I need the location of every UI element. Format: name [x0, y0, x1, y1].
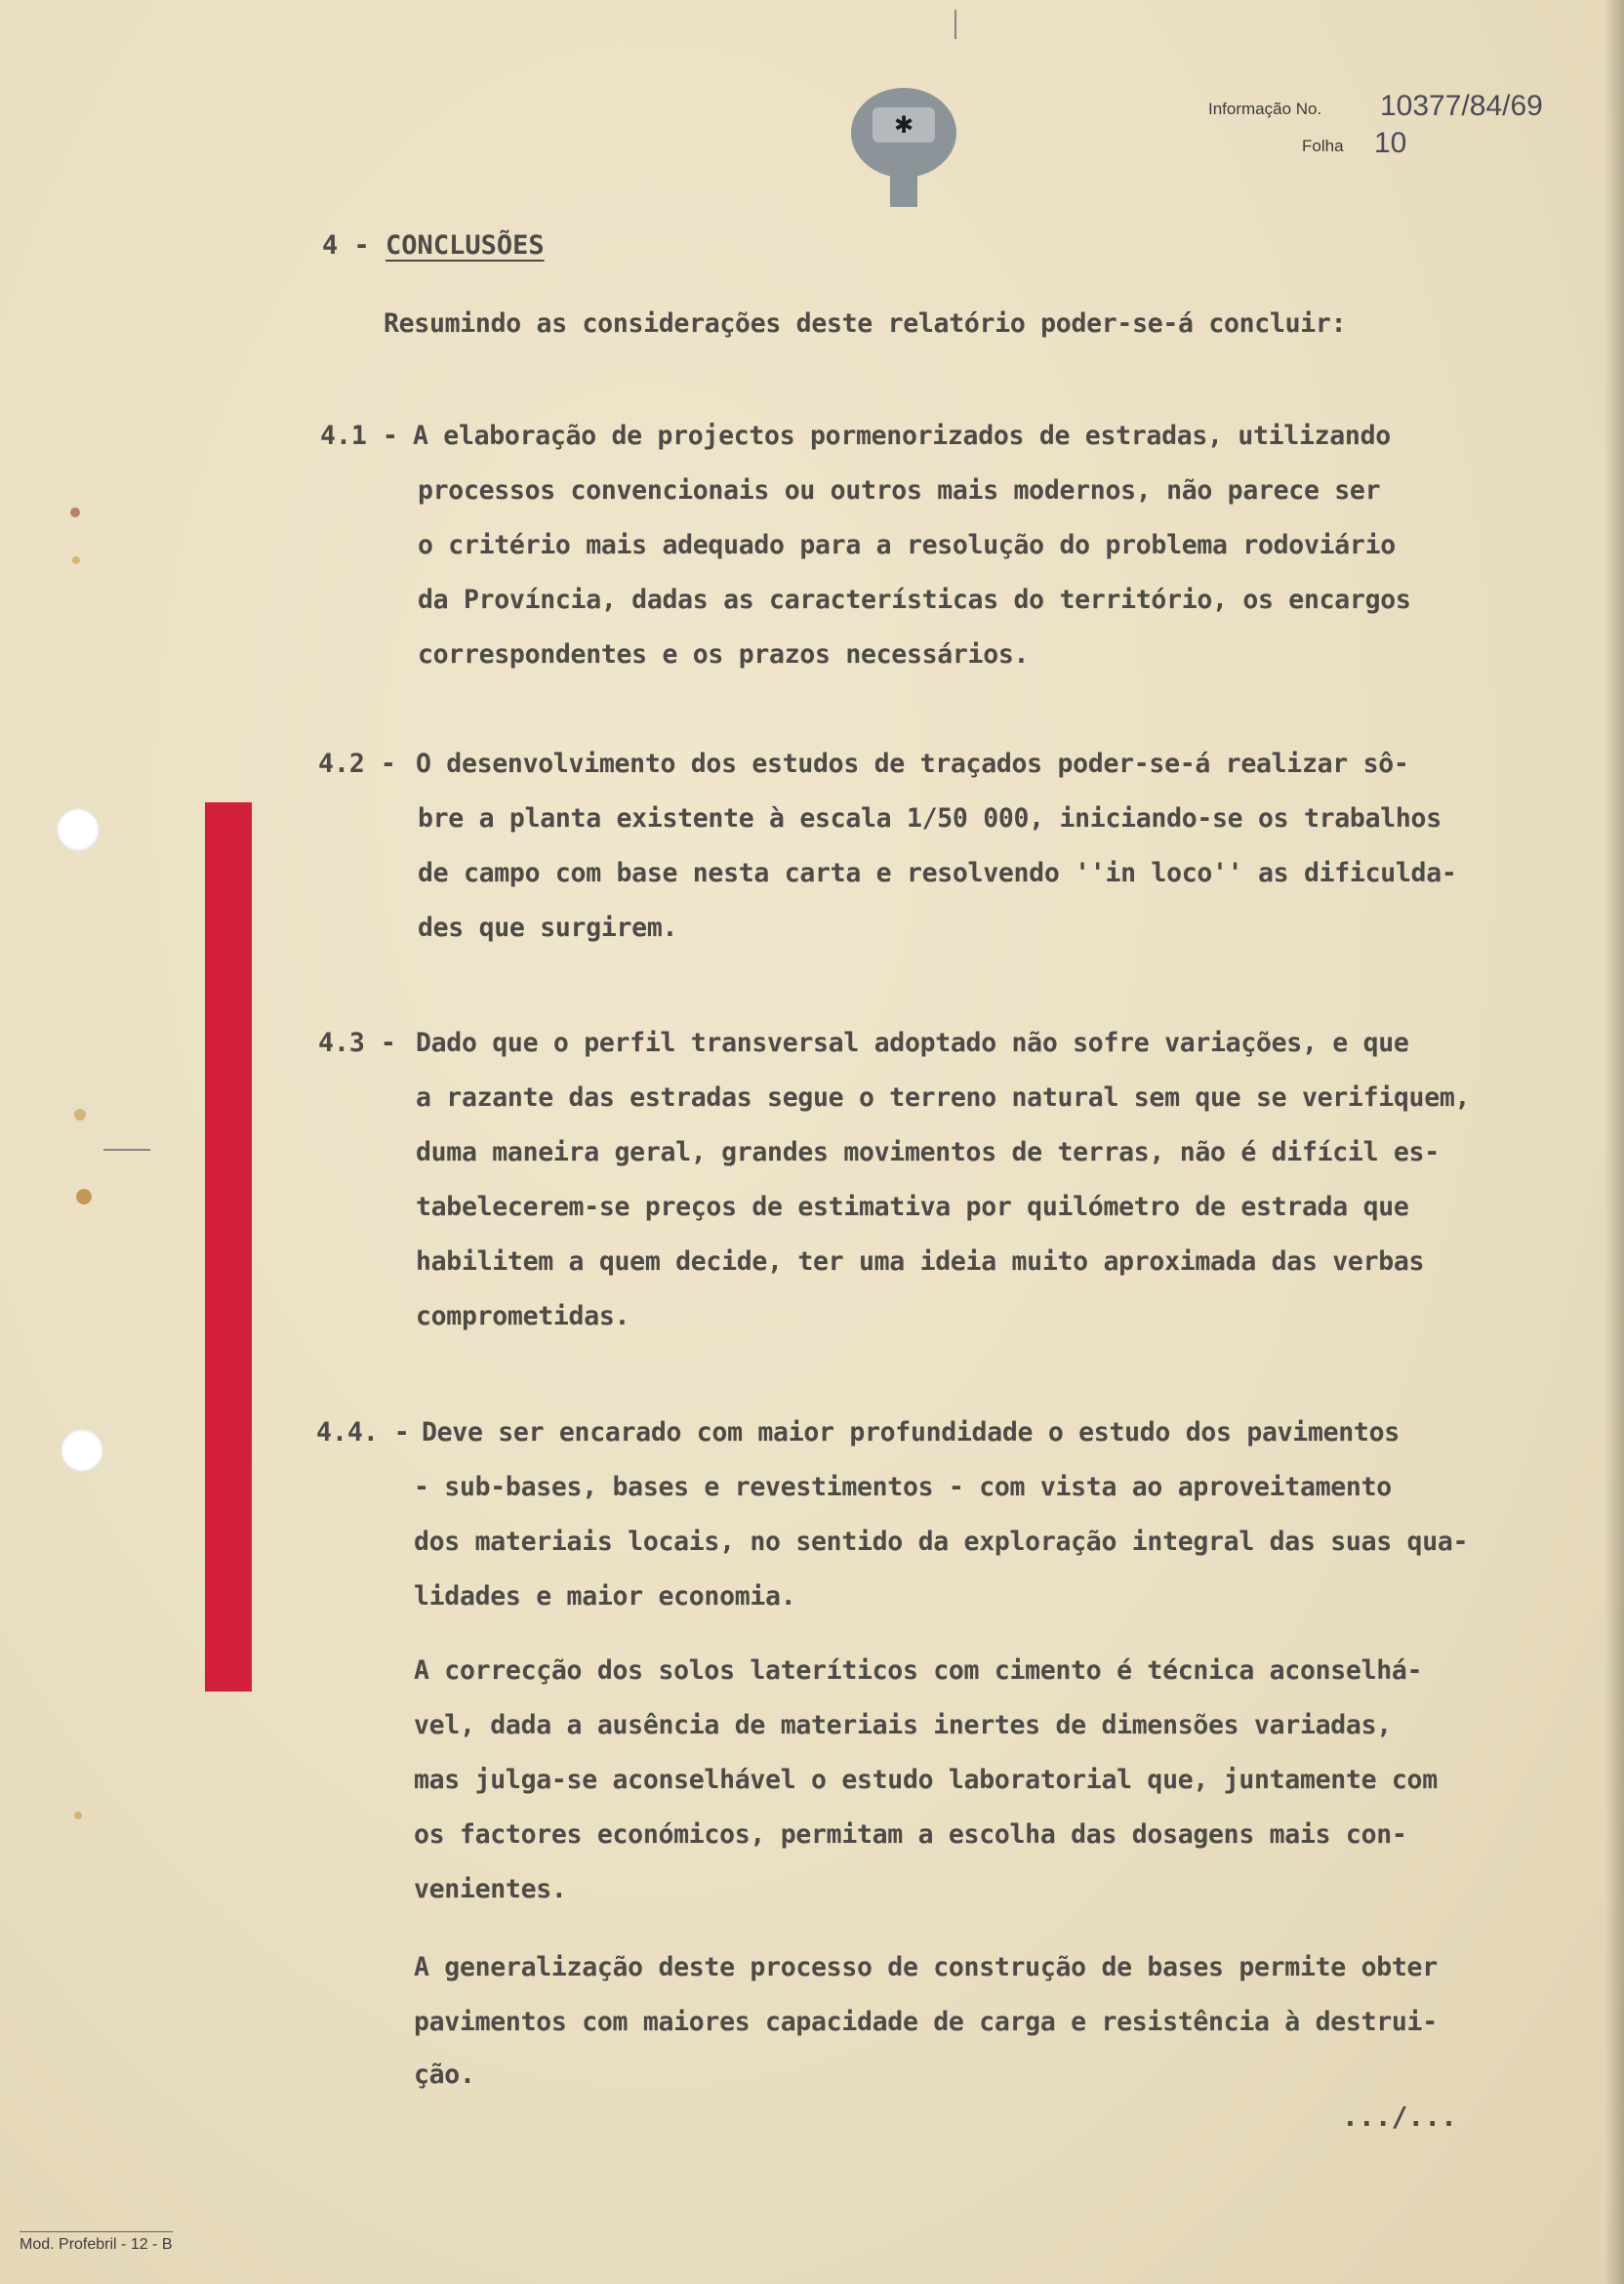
item-line: bre a planta existente à escala 1/50 000, iniciando-se os trabalhos: [418, 803, 1441, 834]
sheet-label: Folha: [1302, 137, 1344, 155]
item-number: 4.4. -: [316, 1417, 410, 1448]
margin-stain: [76, 1189, 92, 1204]
company-logo-icon: [849, 86, 958, 207]
section-number: 4 -: [322, 230, 370, 261]
item-line: A elaboração de projectos pormenorizados de estradas, utilizando: [413, 421, 1391, 451]
item-line: comprometidas.: [416, 1301, 630, 1331]
item-line: O desenvolvimento dos estudos de traçados poder-se-á realizar sô-: [416, 749, 1409, 779]
item-line: venientes.: [414, 1874, 567, 1904]
svg-text:✱: ✱: [893, 111, 914, 139]
item-line: lidades e maior economia.: [414, 1581, 796, 1611]
info-number: 10377/84/69: [1380, 90, 1543, 122]
continuation-mark: .../...: [1342, 2100, 1458, 2133]
punch-hole-lower: [61, 1429, 103, 1472]
item-line: os factores económicos, permitam a escolha das dosagens mais con-: [414, 1819, 1407, 1850]
page-edge-shadow: [1604, 0, 1624, 2284]
item-line: tabelecerem-se preços de estimativa por quilómetro de estrada que: [416, 1192, 1409, 1222]
item-line: - sub-bases, bases e revestimentos - com vista ao aproveitamento: [414, 1472, 1392, 1502]
section-heading: [322, 230, 545, 261]
item-line: da Província, dadas as características do território, os encargos: [418, 585, 1411, 615]
punch-hole-upper: [57, 808, 100, 851]
item-line: Deve ser encarado com maior profundidade o estudo dos pavimentos: [422, 1417, 1400, 1448]
item-line: o critério mais adequado para a resolução do problema rodoviário: [418, 530, 1396, 560]
item-line: des que surgirem.: [418, 913, 678, 943]
margin-stain: [70, 508, 80, 517]
item-line: processos convencionais ou outros mais modernos, não parece ser: [418, 475, 1381, 506]
form-code-footer: Mod. Profebril - 12 - B: [20, 2231, 173, 2254]
section-intro: Resumindo as considerações deste relatório poder-se-á concluir:: [384, 308, 1347, 339]
item-number: 4.1 -: [320, 421, 398, 451]
item-line: habilitem a quem decide, ter uma ideia muito aproximada das verbas: [416, 1246, 1425, 1277]
item-line: ção.: [414, 2060, 475, 2090]
item-line: A correcção dos solos lateríticos com cimento é técnica aconselhá-: [414, 1655, 1423, 1686]
margin-highlight-bar: [205, 802, 252, 1692]
top-tick-mark: [954, 10, 956, 39]
margin-stain: [74, 1109, 86, 1121]
item-line: dos materiais locais, no sentido da exploração integral das suas qua-: [414, 1527, 1469, 1557]
item-line: pavimentos com maiores capacidade de carga e resistência à destrui-: [414, 2007, 1438, 2037]
item-line: a razante das estradas segue o terreno natural sem que se verifiquem,: [416, 1082, 1471, 1113]
item-line: de campo com base nesta carta e resolvendo ''in loco'' as dificulda-: [418, 858, 1457, 888]
sheet-number: 10: [1374, 127, 1407, 159]
item-line: mas julga-se aconselhável o estudo laboratorial que, juntamente com: [414, 1765, 1438, 1795]
item-line: A generalização deste processo de construção de bases permite obter: [414, 1952, 1438, 1982]
section-title: CONCLUSÕES: [386, 230, 545, 261]
info-label: Informação No.: [1208, 100, 1322, 118]
margin-dash-mark: [103, 1149, 150, 1151]
margin-stain: [74, 1812, 82, 1819]
item-line: vel, dada a ausência de materiais inertes de dimensões variadas,: [414, 1710, 1392, 1740]
margin-stain: [72, 556, 80, 564]
item-line: duma maneira geral, grandes movimentos de terras, não é difícil es-: [416, 1137, 1440, 1167]
item-number: 4.3 -: [318, 1028, 396, 1058]
item-number: 4.2 -: [318, 749, 396, 779]
item-line: correspondentes e os prazos necessários.: [418, 639, 1030, 670]
item-line: Dado que o perfil transversal adoptado não sofre variações, e que: [416, 1028, 1409, 1058]
